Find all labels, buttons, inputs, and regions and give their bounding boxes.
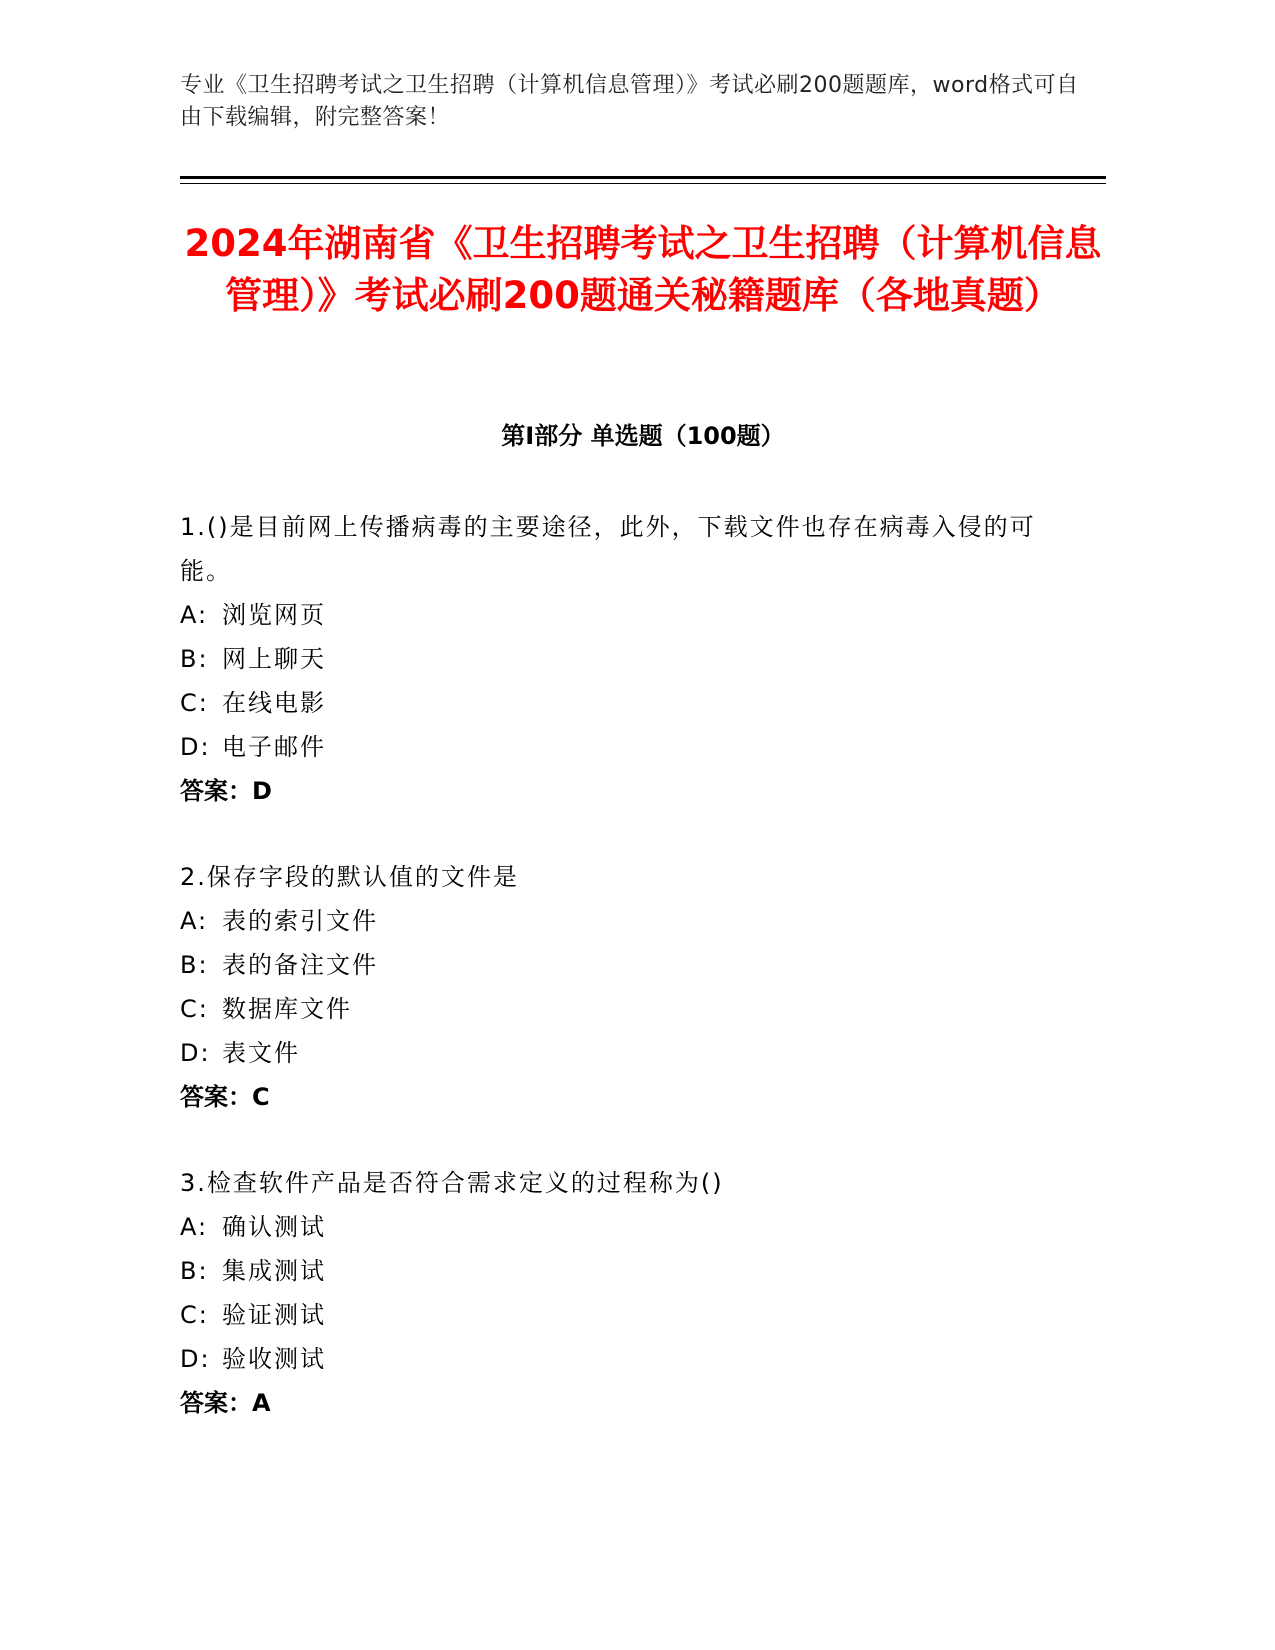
question-1: [180, 505, 1040, 813]
option-text: 表文件: [222, 1039, 300, 1067]
option-letter: C:: [180, 995, 209, 1023]
option-c: [180, 1293, 1040, 1337]
option-letter: C:: [180, 1301, 209, 1329]
question-3: [180, 1161, 1040, 1425]
option-letter: A:: [180, 907, 209, 935]
question-stem: 1.()是目前网上传播病毒的主要途径，此外，下载文件也存在病毒入侵的可能。: [180, 513, 1036, 585]
document-title: 2024年湖南省《卫生招聘考试之卫生招聘（计算机信息管理）》考试必刷200题通关秘籍题库（各地真题）: [184, 222, 1102, 317]
option-text: 网上聊天: [222, 645, 326, 673]
section-title: 第Ⅰ部分 单选题（100题）: [501, 422, 785, 450]
header-divider-thick: [180, 176, 1106, 179]
option-text: 验证测试: [222, 1301, 326, 1329]
question-list: [180, 505, 1040, 1467]
option-text: 数据库文件: [222, 995, 352, 1023]
option-d: [180, 1337, 1040, 1381]
option-a: [180, 1205, 1040, 1249]
header-note: 专业《卫生招聘考试之卫生招聘（计算机信息管理）》考试必刷200题题库，word格式可自由下载编辑，附完整答案！: [180, 73, 1079, 130]
answer-line: 答案：A: [180, 1389, 271, 1417]
option-b: [180, 943, 1040, 987]
option-letter: A:: [180, 601, 209, 629]
option-a: [180, 899, 1040, 943]
option-letter: B:: [180, 645, 209, 673]
option-text: 表的备注文件: [222, 951, 378, 979]
option-letter: D:: [180, 1345, 211, 1373]
answer-line: 答案：D: [180, 777, 272, 805]
option-d: [180, 1031, 1040, 1075]
question-2: [180, 855, 1040, 1119]
option-text: 表的索引文件: [222, 907, 378, 935]
option-letter: B:: [180, 951, 209, 979]
header-divider-thin: [180, 183, 1106, 184]
question-stem: 2.保存字段的默认值的文件是: [180, 863, 519, 891]
option-text: 验收测试: [222, 1345, 326, 1373]
option-b: [180, 637, 1040, 681]
answer-line: 答案：C: [180, 1083, 270, 1111]
option-text: 确认测试: [222, 1213, 326, 1241]
option-text: 电子邮件: [222, 733, 326, 761]
option-b: [180, 1249, 1040, 1293]
option-d: [180, 725, 1040, 769]
option-letter: D:: [180, 1039, 211, 1067]
option-text: 在线电影: [222, 689, 326, 717]
option-a: [180, 593, 1040, 637]
option-c: [180, 681, 1040, 725]
option-letter: C:: [180, 689, 209, 717]
option-letter: D:: [180, 733, 211, 761]
option-letter: A:: [180, 1213, 209, 1241]
option-text: 浏览网页: [222, 601, 326, 629]
option-letter: B:: [180, 1257, 209, 1285]
option-c: [180, 987, 1040, 1031]
option-text: 集成测试: [222, 1257, 326, 1285]
question-stem: 3.检查软件产品是否符合需求定义的过程称为(): [180, 1169, 724, 1197]
